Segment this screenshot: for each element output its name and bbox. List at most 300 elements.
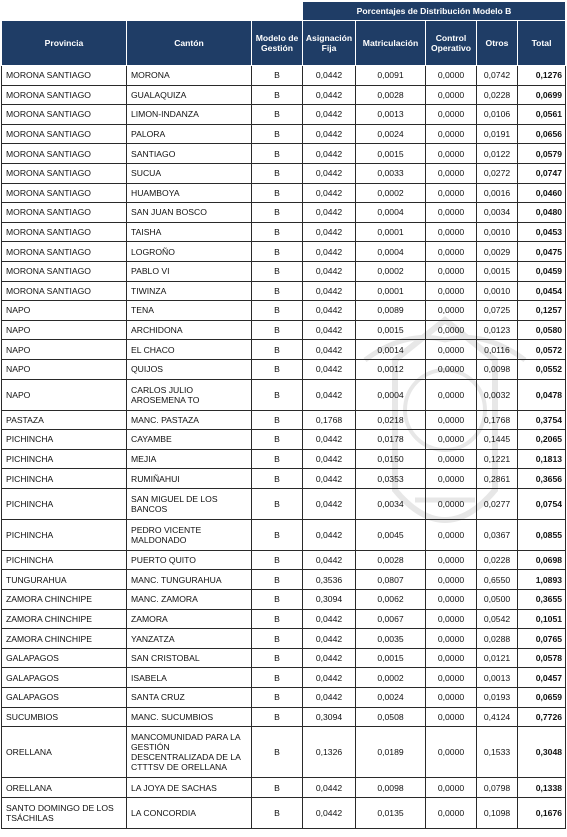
cell-modelo: B [252, 570, 303, 590]
cell-canton: ARCHIDONA [127, 320, 252, 340]
cell-total: 0,0765 [518, 629, 566, 649]
cell-canton: SUCUA [127, 163, 252, 183]
cell-modelo: B [252, 203, 303, 223]
col-header-canton: Cantón [127, 21, 252, 66]
cell-asignacion: 0,0442 [303, 550, 356, 570]
cell-otros: 0,0029 [477, 242, 518, 262]
cell-control: 0,0000 [426, 797, 477, 828]
cell-control: 0,0000 [426, 648, 477, 668]
cell-canton: ZAMORA [127, 609, 252, 629]
cell-canton: MANCOMUNIDAD PARA LA GESTIÓN DESCENTRALIZADA DE LA CTTTSV DE ORELLANA [127, 727, 252, 778]
cell-control: 0,0000 [426, 430, 477, 450]
cell-asignacion: 0,3094 [303, 707, 356, 727]
cell-canton: SAN MIGUEL DE LOS BANCOS [127, 488, 252, 519]
cell-total: 0,0659 [518, 688, 566, 708]
cell-total: 0,0698 [518, 550, 566, 570]
cell-provincia: MORONA SANTIAGO [2, 203, 127, 223]
cell-canton: YANZATZA [127, 629, 252, 649]
cell-modelo: B [252, 66, 303, 86]
cell-canton: MANC. TUNGURAHUA [127, 570, 252, 590]
cell-otros: 0,0032 [477, 379, 518, 410]
cell-provincia: PICHINCHA [2, 519, 127, 550]
cell-matriculacion: 0,0034 [356, 488, 426, 519]
cell-modelo: B [252, 379, 303, 410]
cell-otros: 0,0228 [477, 85, 518, 105]
cell-control: 0,0000 [426, 609, 477, 629]
cell-otros: 0,0122 [477, 144, 518, 164]
cell-asignacion: 0,0442 [303, 609, 356, 629]
table-row [2, 778, 566, 798]
cell-modelo: B [252, 449, 303, 469]
table-row [2, 203, 566, 223]
cell-canton: SANTA CRUZ [127, 688, 252, 708]
cell-canton: PALORA [127, 124, 252, 144]
cell-modelo: B [252, 797, 303, 828]
cell-provincia: ZAMORA CHINCHIPE [2, 590, 127, 610]
table-row [2, 85, 566, 105]
table-row [2, 105, 566, 125]
cell-total: 0,0580 [518, 320, 566, 340]
cell-modelo: B [252, 183, 303, 203]
cell-provincia: ORELLANA [2, 727, 127, 778]
cell-otros: 0,0191 [477, 124, 518, 144]
cell-control: 0,0000 [426, 488, 477, 519]
cell-total: 0,0459 [518, 261, 566, 281]
cell-matriculacion: 0,0001 [356, 222, 426, 242]
cell-control: 0,0000 [426, 570, 477, 590]
cell-matriculacion: 0,0091 [356, 66, 426, 86]
cell-control: 0,0000 [426, 550, 477, 570]
cell-provincia: MORONA SANTIAGO [2, 222, 127, 242]
cell-asignacion: 0,1326 [303, 727, 356, 778]
cell-control: 0,0000 [426, 144, 477, 164]
distribution-table [1, 1, 566, 829]
cell-total: 0,0747 [518, 163, 566, 183]
cell-asignacion: 0,0442 [303, 778, 356, 798]
cell-canton: MANC. ZAMORA [127, 590, 252, 610]
cell-asignacion: 0,0442 [303, 105, 356, 125]
col-header-matriculacion: Matriculación [356, 21, 426, 66]
cell-canton: QUIJOS [127, 359, 252, 379]
cell-control: 0,0000 [426, 707, 477, 727]
cell-total: 0,0460 [518, 183, 566, 203]
cell-provincia: MORONA SANTIAGO [2, 85, 127, 105]
cell-otros: 0,0725 [477, 301, 518, 321]
cell-otros: 0,4124 [477, 707, 518, 727]
cell-otros: 0,0106 [477, 105, 518, 125]
cell-total: 0,0572 [518, 340, 566, 360]
table-row [2, 609, 566, 629]
cell-modelo: B [252, 590, 303, 610]
cell-canton: MANC. PASTAZA [127, 410, 252, 430]
cell-total: 0,0453 [518, 222, 566, 242]
cell-provincia: MORONA SANTIAGO [2, 163, 127, 183]
table-row [2, 570, 566, 590]
cell-asignacion: 0,0442 [303, 281, 356, 301]
cell-matriculacion: 0,0002 [356, 668, 426, 688]
cell-modelo: B [252, 430, 303, 450]
cell-control: 0,0000 [426, 590, 477, 610]
cell-canton: ISABELA [127, 668, 252, 688]
table-row [2, 590, 566, 610]
cell-modelo: B [252, 105, 303, 125]
cell-canton: PUERTO QUITO [127, 550, 252, 570]
col-header-asignacion: Asignación Fija [303, 21, 356, 66]
table-row [2, 410, 566, 430]
cell-total: 0,1276 [518, 66, 566, 86]
cell-provincia: PICHINCHA [2, 449, 127, 469]
cell-control: 0,0000 [426, 379, 477, 410]
cell-asignacion: 0,0442 [303, 430, 356, 450]
cell-matriculacion: 0,0098 [356, 778, 426, 798]
cell-asignacion: 0,0442 [303, 163, 356, 183]
cell-control: 0,0000 [426, 301, 477, 321]
cell-provincia: NAPO [2, 320, 127, 340]
cell-modelo: B [252, 320, 303, 340]
cell-control: 0,0000 [426, 688, 477, 708]
cell-otros: 0,0272 [477, 163, 518, 183]
cell-canton: CARLOS JULIO AROSEMENA TO [127, 379, 252, 410]
table-row [2, 301, 566, 321]
cell-canton: LA JOYA DE SACHAS [127, 778, 252, 798]
cell-provincia: TUNGURAHUA [2, 570, 127, 590]
cell-asignacion: 0,0442 [303, 469, 356, 489]
col-header-modelo: Modelo de Gestión [252, 21, 303, 66]
cell-asignacion: 0,0442 [303, 222, 356, 242]
table-row [2, 183, 566, 203]
cell-canton: CAYAMBE [127, 430, 252, 450]
cell-matriculacion: 0,0015 [356, 144, 426, 164]
cell-otros: 0,1445 [477, 430, 518, 450]
cell-canton: SAN CRISTOBAL [127, 648, 252, 668]
cell-control: 0,0000 [426, 449, 477, 469]
cell-total: 1,0893 [518, 570, 566, 590]
cell-otros: 0,0015 [477, 261, 518, 281]
cell-matriculacion: 0,0045 [356, 519, 426, 550]
cell-provincia: PICHINCHA [2, 430, 127, 450]
cell-matriculacion: 0,0028 [356, 550, 426, 570]
cell-otros: 0,0123 [477, 320, 518, 340]
cell-matriculacion: 0,0089 [356, 301, 426, 321]
cell-otros: 0,0016 [477, 183, 518, 203]
cell-provincia: SUCUMBIOS [2, 707, 127, 727]
cell-total: 0,0475 [518, 242, 566, 262]
table-row [2, 242, 566, 262]
cell-asignacion: 0,0442 [303, 668, 356, 688]
cell-canton: TAISHA [127, 222, 252, 242]
table-row [2, 124, 566, 144]
cell-asignacion: 0,0442 [303, 488, 356, 519]
cell-matriculacion: 0,0218 [356, 410, 426, 430]
cell-total: 0,0699 [518, 85, 566, 105]
cell-matriculacion: 0,0062 [356, 590, 426, 610]
cell-matriculacion: 0,0067 [356, 609, 426, 629]
cell-otros: 0,0542 [477, 609, 518, 629]
cell-provincia: PICHINCHA [2, 488, 127, 519]
cell-asignacion: 0,0442 [303, 797, 356, 828]
cell-asignacion: 0,0442 [303, 320, 356, 340]
cell-provincia: PICHINCHA [2, 469, 127, 489]
cell-total: 0,1813 [518, 449, 566, 469]
cell-otros: 0,1768 [477, 410, 518, 430]
cell-total: 0,0478 [518, 379, 566, 410]
cell-control: 0,0000 [426, 163, 477, 183]
cell-modelo: B [252, 242, 303, 262]
cell-asignacion: 0,0442 [303, 242, 356, 262]
cell-modelo: B [252, 707, 303, 727]
cell-provincia: MORONA SANTIAGO [2, 124, 127, 144]
cell-otros: 0,0288 [477, 629, 518, 649]
cell-modelo: B [252, 668, 303, 688]
cell-matriculacion: 0,0001 [356, 281, 426, 301]
cell-total: 0,0579 [518, 144, 566, 164]
cell-asignacion: 0,0442 [303, 66, 356, 86]
cell-control: 0,0000 [426, 320, 477, 340]
table-row [2, 430, 566, 450]
cell-canton: RUMIÑAHUI [127, 469, 252, 489]
table-row [2, 320, 566, 340]
cell-provincia: ZAMORA CHINCHIPE [2, 629, 127, 649]
cell-modelo: B [252, 85, 303, 105]
cell-otros: 0,0798 [477, 778, 518, 798]
cell-control: 0,0000 [426, 778, 477, 798]
cell-total: 0,0855 [518, 519, 566, 550]
cell-total: 0,0454 [518, 281, 566, 301]
cell-total: 0,1338 [518, 778, 566, 798]
cell-matriculacion: 0,0013 [356, 105, 426, 125]
cell-total: 0,3754 [518, 410, 566, 430]
cell-otros: 0,0277 [477, 488, 518, 519]
cell-modelo: B [252, 550, 303, 570]
table-row [2, 379, 566, 410]
cell-matriculacion: 0,0353 [356, 469, 426, 489]
cell-modelo: B [252, 261, 303, 281]
cell-matriculacion: 0,0004 [356, 379, 426, 410]
cell-control: 0,0000 [426, 261, 477, 281]
cell-control: 0,0000 [426, 242, 477, 262]
cell-control: 0,0000 [426, 519, 477, 550]
cell-modelo: B [252, 727, 303, 778]
cell-total: 0,0552 [518, 359, 566, 379]
col-header-total: Total [518, 21, 566, 66]
cell-asignacion: 0,0442 [303, 340, 356, 360]
cell-canton: LOGROÑO [127, 242, 252, 262]
cell-modelo: B [252, 281, 303, 301]
cell-otros: 0,1098 [477, 797, 518, 828]
table-row [2, 797, 566, 828]
cell-matriculacion: 0,0015 [356, 320, 426, 340]
cell-provincia: NAPO [2, 379, 127, 410]
cell-matriculacion: 0,0002 [356, 261, 426, 281]
cell-modelo: B [252, 488, 303, 519]
cell-control: 0,0000 [426, 469, 477, 489]
cell-asignacion: 0,0442 [303, 648, 356, 668]
cell-matriculacion: 0,0033 [356, 163, 426, 183]
cell-otros: 0,0500 [477, 590, 518, 610]
table-row [2, 144, 566, 164]
cell-total: 0,3655 [518, 590, 566, 610]
cell-control: 0,0000 [426, 359, 477, 379]
cell-total: 0,2065 [518, 430, 566, 450]
cell-matriculacion: 0,0035 [356, 629, 426, 649]
cell-canton: PABLO VI [127, 261, 252, 281]
cell-otros: 0,0742 [477, 66, 518, 86]
cell-provincia: NAPO [2, 340, 127, 360]
cell-provincia: ZAMORA CHINCHIPE [2, 609, 127, 629]
table-row [2, 359, 566, 379]
cell-total: 0,1051 [518, 609, 566, 629]
cell-modelo: B [252, 340, 303, 360]
cell-control: 0,0000 [426, 66, 477, 86]
cell-total: 0,0561 [518, 105, 566, 125]
cell-provincia: MORONA SANTIAGO [2, 144, 127, 164]
cell-canton: HUAMBOYA [127, 183, 252, 203]
table-row [2, 629, 566, 649]
cell-matriculacion: 0,0012 [356, 359, 426, 379]
cell-provincia: MORONA SANTIAGO [2, 281, 127, 301]
cell-otros: 0,0228 [477, 550, 518, 570]
cell-asignacion: 0,0442 [303, 688, 356, 708]
table-row [2, 281, 566, 301]
cell-matriculacion: 0,0135 [356, 797, 426, 828]
cell-asignacion: 0,0442 [303, 629, 356, 649]
cell-asignacion: 0,0442 [303, 519, 356, 550]
cell-provincia: MORONA SANTIAGO [2, 66, 127, 86]
cell-matriculacion: 0,0508 [356, 707, 426, 727]
table-body [2, 66, 566, 829]
cell-provincia: NAPO [2, 359, 127, 379]
cell-otros: 0,0193 [477, 688, 518, 708]
cell-provincia: GALAPAGOS [2, 668, 127, 688]
cell-control: 0,0000 [426, 340, 477, 360]
cell-control: 0,0000 [426, 629, 477, 649]
cell-modelo: B [252, 629, 303, 649]
table-row [2, 727, 566, 778]
table-row [2, 488, 566, 519]
cell-asignacion: 0,0442 [303, 203, 356, 223]
cell-asignacion: 0,0442 [303, 261, 356, 281]
cell-control: 0,0000 [426, 222, 477, 242]
table-row [2, 550, 566, 570]
cell-provincia: GALAPAGOS [2, 688, 127, 708]
cell-modelo: B [252, 163, 303, 183]
cell-provincia: PICHINCHA [2, 550, 127, 570]
cell-canton: GUALAQUIZA [127, 85, 252, 105]
table-row [2, 707, 566, 727]
cell-provincia: MORONA SANTIAGO [2, 261, 127, 281]
cell-matriculacion: 0,0150 [356, 449, 426, 469]
cell-canton: SANTIAGO [127, 144, 252, 164]
cell-total: 0,0754 [518, 488, 566, 519]
cell-otros: 0,0121 [477, 648, 518, 668]
cell-provincia: MORONA SANTIAGO [2, 242, 127, 262]
cell-provincia: MORONA SANTIAGO [2, 105, 127, 125]
header-group-title: Porcentajes de Distribución Modelo B [303, 2, 566, 21]
cell-modelo: B [252, 519, 303, 550]
cell-control: 0,0000 [426, 727, 477, 778]
cell-control: 0,0000 [426, 124, 477, 144]
cell-asignacion: 0,3094 [303, 590, 356, 610]
cell-asignacion: 0,3536 [303, 570, 356, 590]
cell-total: 0,1676 [518, 797, 566, 828]
table-row [2, 222, 566, 242]
cell-otros: 0,2861 [477, 469, 518, 489]
cell-canton: EL CHACO [127, 340, 252, 360]
col-header-control: Control Operativo [426, 21, 477, 66]
cell-matriculacion: 0,0002 [356, 183, 426, 203]
header-spacer [2, 2, 303, 21]
cell-control: 0,0000 [426, 85, 477, 105]
cell-total: 0,0578 [518, 648, 566, 668]
cell-modelo: B [252, 222, 303, 242]
cell-total: 0,0457 [518, 668, 566, 688]
cell-total: 0,3656 [518, 469, 566, 489]
cell-matriculacion: 0,0024 [356, 688, 426, 708]
cell-matriculacion: 0,0189 [356, 727, 426, 778]
cell-canton: TIWINZA [127, 281, 252, 301]
col-header-otros: Otros [477, 21, 518, 66]
cell-total: 0,7726 [518, 707, 566, 727]
cell-modelo: B [252, 144, 303, 164]
cell-control: 0,0000 [426, 183, 477, 203]
cell-provincia: GALAPAGOS [2, 648, 127, 668]
table-row [2, 519, 566, 550]
cell-otros: 0,1221 [477, 449, 518, 469]
table-row [2, 261, 566, 281]
table-row [2, 449, 566, 469]
cell-asignacion: 0,0442 [303, 144, 356, 164]
cell-matriculacion: 0,0028 [356, 85, 426, 105]
cell-control: 0,0000 [426, 105, 477, 125]
cell-canton: MORONA [127, 66, 252, 86]
cell-matriculacion: 0,0004 [356, 242, 426, 262]
table-row [2, 648, 566, 668]
table-row [2, 66, 566, 86]
cell-asignacion: 0,0442 [303, 183, 356, 203]
cell-provincia: PASTAZA [2, 410, 127, 430]
cell-total: 0,0480 [518, 203, 566, 223]
cell-asignacion: 0,0442 [303, 85, 356, 105]
table-row [2, 469, 566, 489]
cell-matriculacion: 0,0178 [356, 430, 426, 450]
cell-provincia: MORONA SANTIAGO [2, 183, 127, 203]
cell-canton: PEDRO VICENTE MALDONADO [127, 519, 252, 550]
cell-otros: 0,0010 [477, 281, 518, 301]
cell-matriculacion: 0,0807 [356, 570, 426, 590]
cell-otros: 0,0116 [477, 340, 518, 360]
cell-asignacion: 0,0442 [303, 124, 356, 144]
col-header-provincia: Provincia [2, 21, 127, 66]
cell-modelo: B [252, 778, 303, 798]
table-row [2, 163, 566, 183]
cell-canton: TENA [127, 301, 252, 321]
cell-matriculacion: 0,0014 [356, 340, 426, 360]
cell-control: 0,0000 [426, 203, 477, 223]
cell-provincia: NAPO [2, 301, 127, 321]
cell-modelo: B [252, 609, 303, 629]
table-row [2, 340, 566, 360]
cell-canton: LIMON-INDANZA [127, 105, 252, 125]
cell-otros: 0,0367 [477, 519, 518, 550]
cell-modelo: B [252, 301, 303, 321]
cell-asignacion: 0,0442 [303, 359, 356, 379]
cell-total: 0,3048 [518, 727, 566, 778]
cell-canton: MANC. SUCUMBIOS [127, 707, 252, 727]
cell-matriculacion: 0,0015 [356, 648, 426, 668]
cell-asignacion: 0,1768 [303, 410, 356, 430]
cell-control: 0,0000 [426, 281, 477, 301]
cell-control: 0,0000 [426, 668, 477, 688]
